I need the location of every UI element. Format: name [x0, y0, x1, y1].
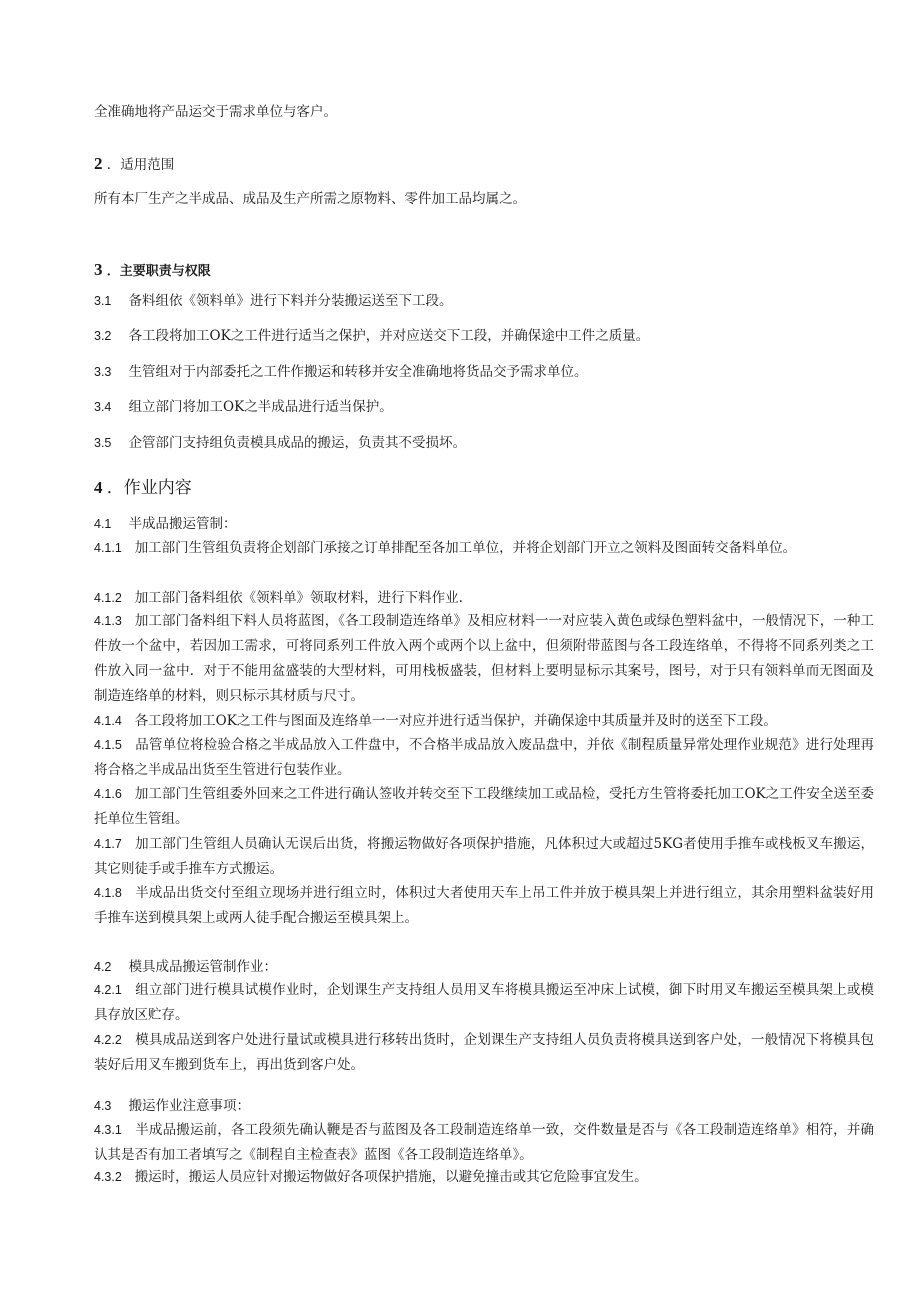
list-item [94, 398, 393, 416]
item-text: 半成品搬运前，各工段须先确认鞭是否与蓝图及各工段制造连络单一致，交件数量是否与《各工段制造连络单》相符，并确认其是否有加工者填写之《制程自主检查表》蓝图《各工段制造连络单》。 [94, 1122, 875, 1163]
item-text: 生管组对于内部委托之工件作搬运和转移并安全准确地将货品交予需求单位。 [128, 364, 588, 380]
item-text: 搬运时，搬运人员应针对搬运物做好各项保护措施，以避免撞击或其它危险事宜发生。 [134, 1169, 648, 1185]
item-text: 备料组依《领料单》进行下料并分装搬运送至下工段。 [128, 293, 453, 309]
list-item [94, 327, 649, 345]
item-text: 加工部门生管组负责将企划部门承接之订单排配至各加工单位，并将企划部门开立之领料及图面转交备料单位。 [134, 540, 797, 556]
list-item [94, 434, 466, 452]
subsection-number: 4.3 [94, 1099, 112, 1113]
subsection-4-3-heading [94, 1097, 250, 1115]
item-text: 组立部门进行模具试模作业时，企划课生产支持组人员用叉车将模具搬运至冲床上试模，御下时用叉车搬运至模具架上或模具存放区贮存。 [94, 982, 875, 1023]
section-2-title: ．适用范围 [106, 157, 175, 173]
item-number: 4.1.5 [94, 738, 122, 752]
item-number: 4.1.4 [94, 714, 122, 728]
section-2-body: 所有本厂生产之半成品、成品及生产所需之原物料、零件加工品均属之。 [94, 191, 526, 207]
section-3-heading [94, 261, 211, 281]
paragraph-4-1-1 [94, 536, 874, 561]
section-4-title: ．作业内容 [106, 478, 192, 498]
paragraph-4-3-1 [94, 1118, 874, 1168]
item-text: 品管单位将检验合格之半成品放入工件盘中，不合格半成品放入废品盘中，并依《制程质量异常处理作业规范》进行处理再将合格之半成品出货至生管进行包装作业。 [94, 737, 875, 778]
section-3-title: ．主要职责与权限 [106, 264, 211, 279]
subsection-number: 4.1 [94, 517, 112, 531]
item-number: 4.1.8 [94, 886, 122, 900]
item-number: 4.1.1 [94, 541, 122, 555]
subsection-4-1-heading [94, 515, 237, 533]
section-3-number: 3 [94, 260, 103, 279]
subsection-title: 模具成品搬运管制作业： [128, 959, 278, 975]
item-number: 4.2.1 [94, 983, 122, 997]
subsection-title: 半成品搬运管制： [128, 516, 237, 532]
paragraph-4-3-2 [94, 1165, 874, 1190]
item-number: 4.1.6 [94, 787, 122, 801]
paragraph-4-1-8 [94, 881, 874, 931]
paragraph-4-1-5 [94, 733, 874, 783]
item-text: 加工部门备料组下料人员将蓝图，《各工段制造连络单》及相应材料一一对应装入黄色或绿色塑料盆中，一般情况下，一种工件放一个盆中，若因加工需求，可将同系列工件放入两个或两个以上盆中，但须附带蓝图与各工段连络单，不得将不同系列类之工件放入同一盆中．对于不能用盆盛装的大型材料，可用栈板盛装，但材料上要明显标示其案号，图号，对于只有领料单而无图面及制造连络单的材料，则只标示其材质与尺寸。 [94, 613, 874, 704]
subsection-4-2-heading [94, 958, 277, 976]
item-text: 各工段将加工OK之工件与图面及连络单一一对应并进行适当保护，并确保途中其质量并及时的送至下工段。 [134, 713, 777, 729]
section-4-heading [94, 477, 192, 500]
item-number: 4.3.2 [94, 1170, 122, 1184]
item-number: 3.3 [94, 365, 112, 379]
item-text: 半成品出货交付至组立现场并进行组立时，体积过大者使用天车上吊工件并放于模具架上并进行组立，其余用塑料盆装好用手推车送到模具架上或两人徒手配合搬运至模具架上。 [94, 885, 875, 926]
subsection-number: 4.2 [94, 960, 112, 974]
item-text: 组立部门将加工OK之半成品进行适当保护。 [128, 399, 393, 415]
item-text: 加工部门生管组委外回来之工件进行确认签收并转交至下工段继续加工或品检，受托方生管将委托加工OK之工件安全送至委托单位生管组。 [94, 786, 875, 827]
intro-line: 全准确地将产品运交于需求单位与客户。 [94, 104, 337, 120]
paragraph-4-1-4 [94, 709, 874, 734]
item-number: 3.2 [94, 329, 112, 343]
paragraph-4-2-2 [94, 1028, 874, 1078]
item-text: 加工部门生管组人员确认无误后出货，将搬运物做好各项保护措施，凡体积过大或超过5KG者使用手推车或栈板叉车搬运，其它则徒手或手推车方式搬运。 [94, 836, 874, 877]
section-4-number: 4 [94, 478, 103, 497]
item-number: 4.1.3 [94, 614, 122, 628]
section-2-heading [94, 155, 174, 174]
item-text: 各工段将加工OK之工件进行适当之保护，并对应送交下工段，并确保途中工件之质量。 [128, 328, 650, 344]
subsection-title: 搬运作业注意事项： [128, 1098, 251, 1114]
paragraph-4-1-3 [94, 609, 874, 709]
item-number: 3.1 [94, 294, 112, 308]
item-number: 4.1.7 [94, 837, 122, 851]
section-2-number: 2 [94, 154, 103, 173]
item-text: 加工部门备料组依《领料单》领取材料，进行下料作业. [134, 590, 463, 606]
item-number: 4.2.2 [94, 1033, 122, 1047]
item-text: 模具成品送到客户处进行量试或模具进行移转出货时，企划课生产支持组人员负责将模具送到客户处，一般情况下将模具包装好后用叉车搬到货车上，再出货到客户处。 [94, 1032, 875, 1073]
list-item [94, 363, 588, 381]
item-number: 3.4 [94, 400, 112, 414]
paragraph-4-2-1 [94, 978, 874, 1028]
paragraph-4-1-7 [94, 832, 874, 882]
paragraph-4-1-2 [94, 586, 874, 611]
item-number: 4.1.2 [94, 591, 122, 605]
list-item [94, 292, 453, 310]
item-number: 3.5 [94, 436, 112, 450]
item-text: 企管部门支持组负责模具成品的搬运，负责其不受损坏。 [128, 435, 467, 451]
paragraph-4-1-6 [94, 782, 874, 832]
item-number: 4.3.1 [94, 1123, 122, 1137]
